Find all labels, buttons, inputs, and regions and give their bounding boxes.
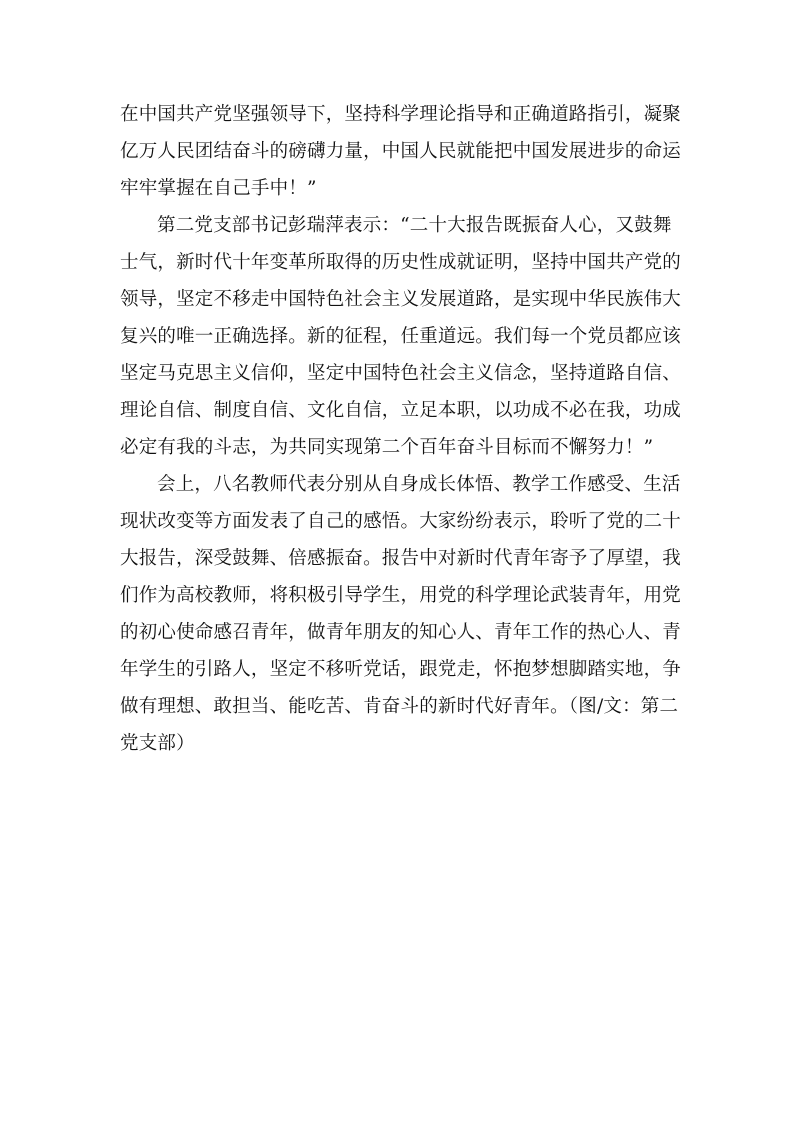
- text-line: 必定有我的斗志，为共同实现第二个百年奋斗目标而不懈努力！”: [120, 437, 654, 458]
- document-body: [120, 96, 683, 762]
- text-line: 领导，坚定不移走中国特色社会主义发展道路，是实现中华民族伟大: [120, 289, 682, 310]
- text-line: 党支部）: [120, 733, 195, 754]
- text-line: 们作为高校教师，将积极引导学生，用党的科学理论武装青年，用党: [120, 585, 682, 606]
- text-line: 大报告，深受鼓舞、倍感振奋。报告中对新时代青年寄予了厚望，我: [120, 548, 682, 569]
- text-line: 在中国共产党坚强领导下，坚持科学理论指导和正确道路指引，凝聚: [120, 104, 682, 125]
- text-line: 士气，新时代十年变革所取得的历史性成就证明，坚持中国共产党的: [120, 252, 682, 273]
- text-line: 会上，八名教师代表分别从自身成长体悟、教学工作感受、生活: [157, 474, 681, 495]
- paragraph-2: [120, 207, 683, 466]
- text-line: 牢牢掌握在自己手中！”: [120, 178, 317, 199]
- text-line: 理论自信、制度自信、文化自信，立足本职，以功成不必在我，功成: [120, 400, 682, 421]
- text-line: 复兴的唯一正确选择。新的征程，任重道远。我们每一个党员都应该: [120, 326, 682, 347]
- text-line: 亿万人民团结奋斗的磅礴力量，中国人民就能把中国发展进步的命运: [120, 141, 682, 162]
- text-line: 的初心使命感召青年，做青年朋友的知心人、青年工作的热心人、青: [120, 622, 682, 643]
- text-line: 年学生的引路人，坚定不移听党话，跟党走，怀抱梦想脚踏实地，争: [120, 659, 682, 680]
- paragraph-3: [120, 466, 683, 762]
- text-line: 坚定马克思主义信仰，坚定中国特色社会主义信念，坚持道路自信、: [120, 363, 682, 384]
- text-line: 做有理想、敢担当、能吃苦、肯奋斗的新时代好青年。（图/文：第二: [120, 696, 679, 717]
- text-line: 第二党支部书记彭瑞萍表示：“二十大报告既振奋人心，又鼓舞: [157, 215, 672, 236]
- text-line: 现状改变等方面发表了自己的感悟。大家纷纷表示，聆听了党的二十: [120, 511, 682, 532]
- paragraph-1: [120, 96, 683, 207]
